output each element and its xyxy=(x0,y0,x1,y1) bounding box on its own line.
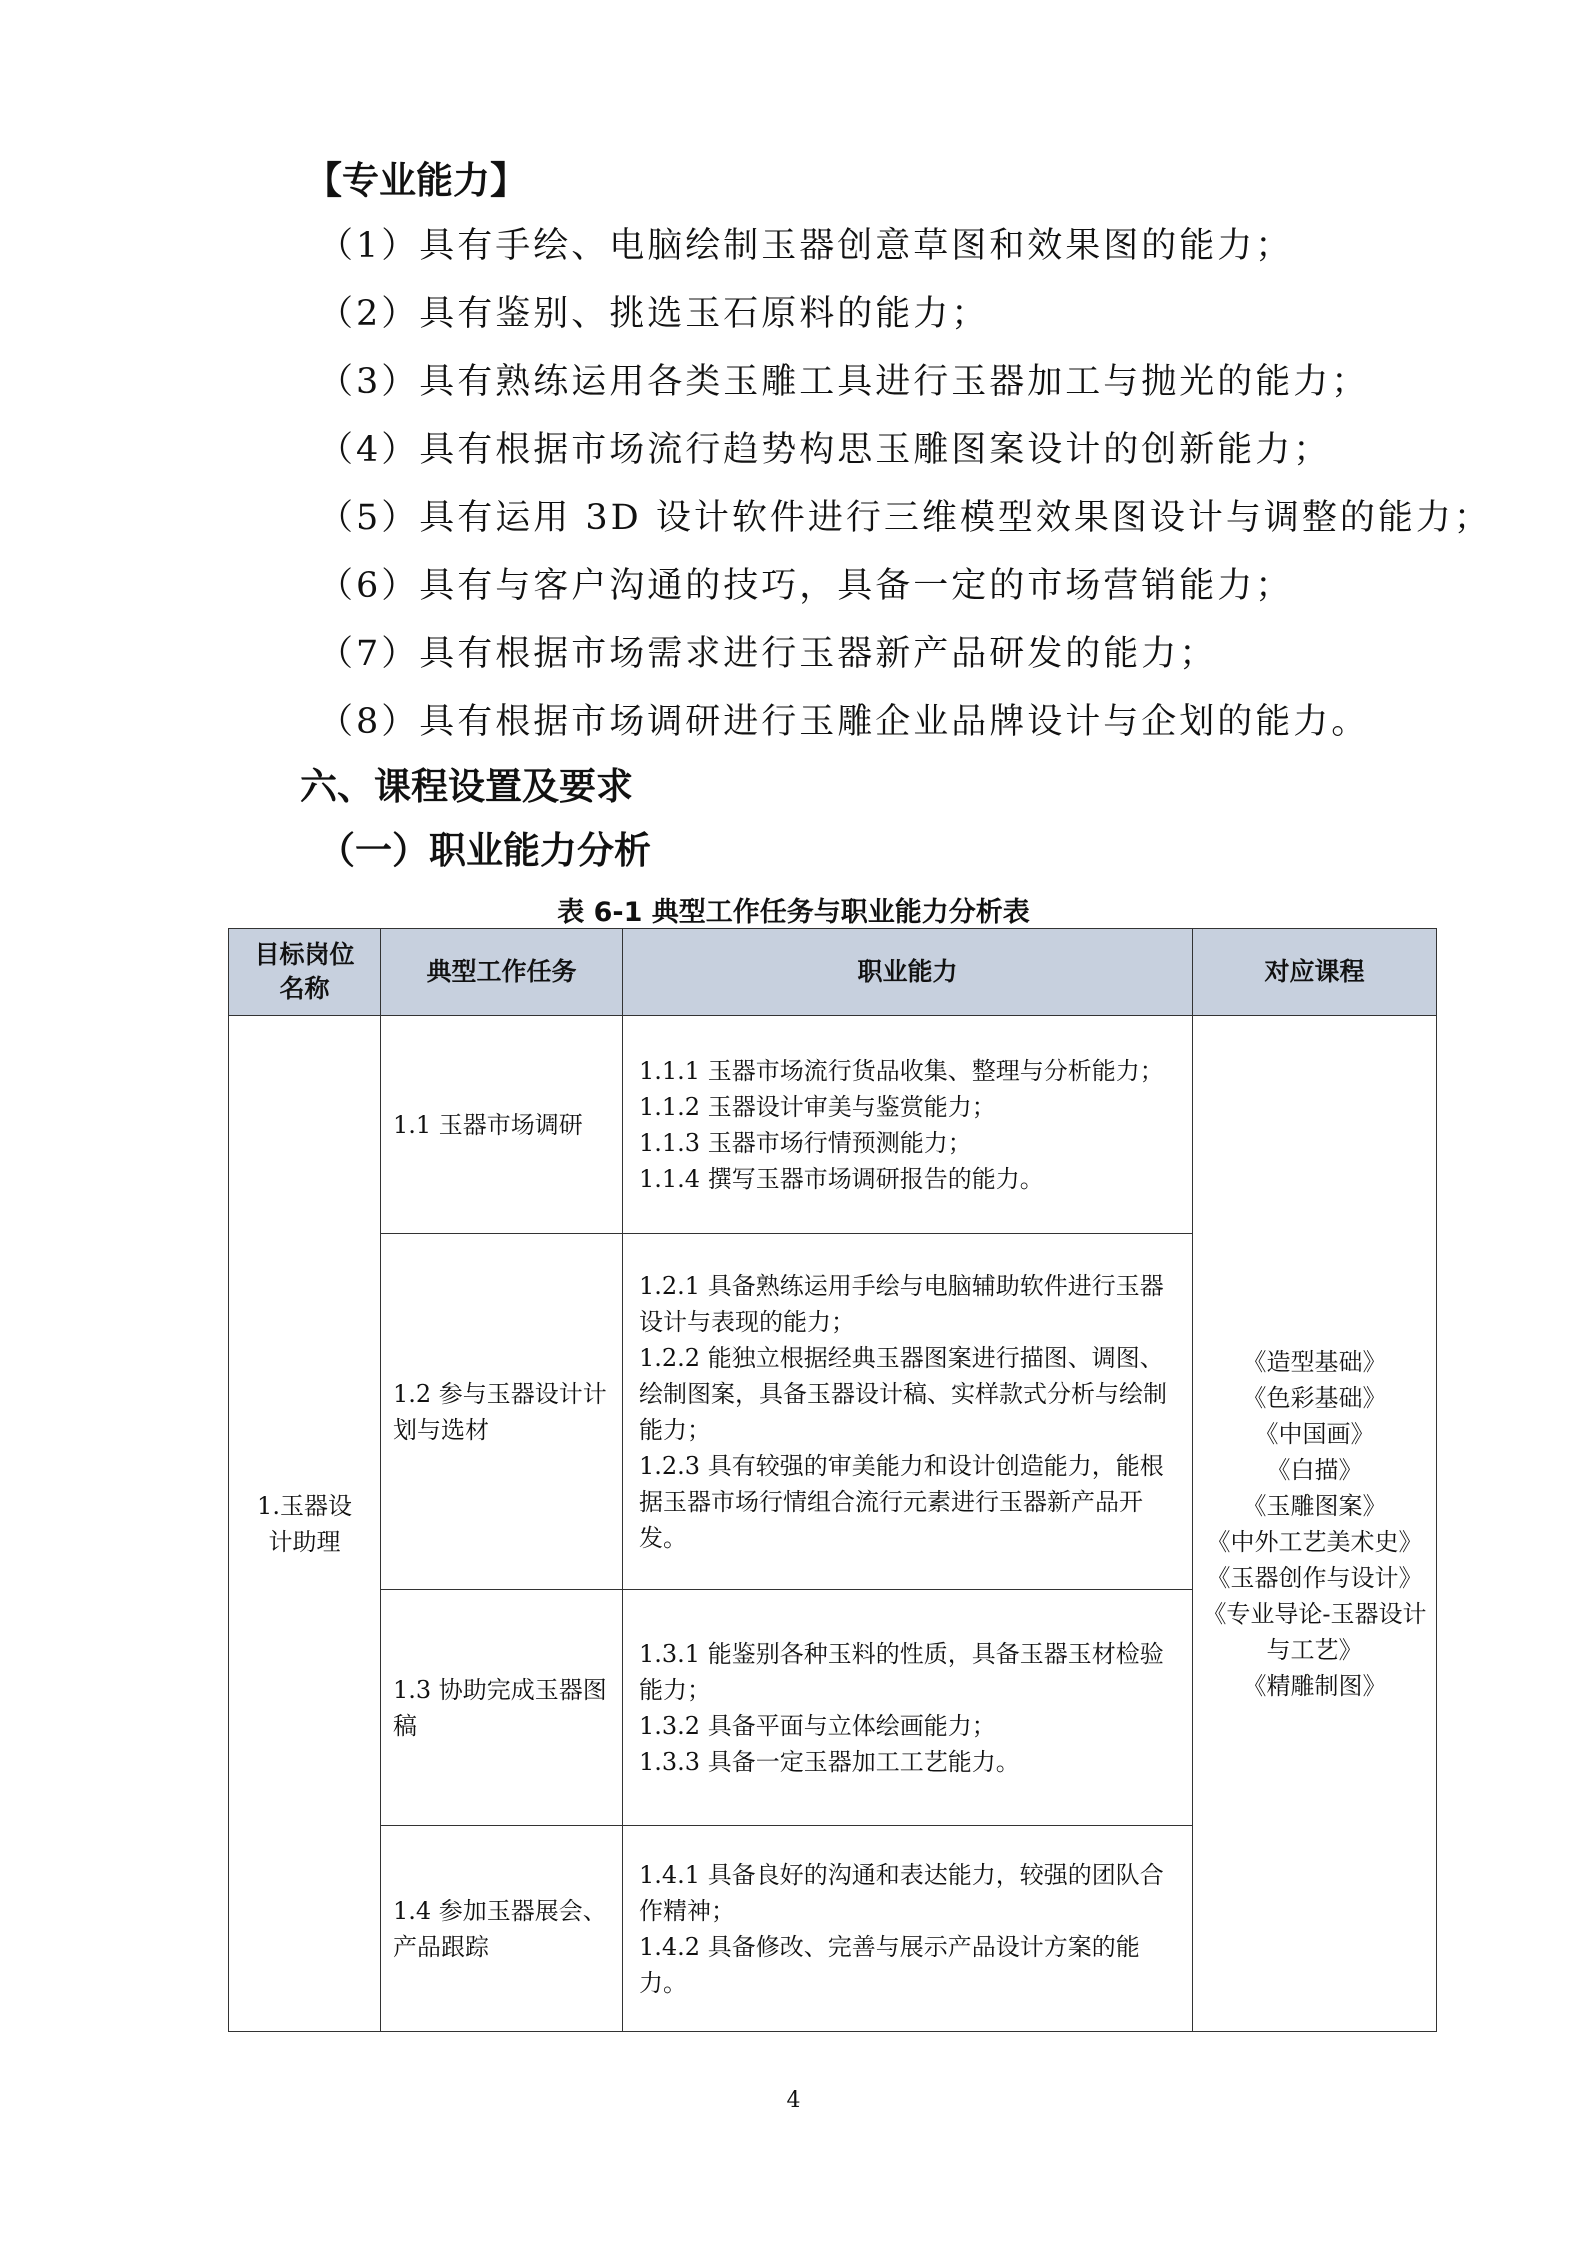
ability-item: 1.3.1 能鉴别各种玉料的性质，具备玉器玉材检验能力； xyxy=(639,1639,1164,1704)
header-post: 目标岗位名称 xyxy=(229,929,381,1016)
table-row xyxy=(229,1016,1437,1234)
ability-item: 1.1.1 玉器市场流行货品收集、整理与分析能力； xyxy=(639,1056,1164,1085)
courses-cell xyxy=(1193,1016,1437,2032)
ability-item: 1.2.1 具备熟练运用手绘与电脑辅助软件进行玉器设计与表现的能力； xyxy=(639,1271,1164,1336)
list-item: （6）具有与客户沟通的技巧，具备一定的市场营销能力； xyxy=(318,566,1294,606)
list-item: （4）具有根据市场流行趋势构思玉雕图案设计的创新能力； xyxy=(318,430,1332,470)
ability-cell xyxy=(623,1016,1193,1234)
header-task: 典型工作任务 xyxy=(381,929,623,1016)
ability-cell xyxy=(623,1234,1193,1590)
post-name: 1.玉器设计助理 xyxy=(257,1491,352,1556)
course-item: 《中外工艺美术史》 xyxy=(1206,1527,1423,1556)
task-cell: 1.2 参与玉器设计计划与选材 xyxy=(381,1234,623,1590)
ability-analysis-table xyxy=(228,928,1437,2032)
list-item: （2）具有鉴别、挑选玉石原料的能力； xyxy=(318,294,990,334)
section-heading: 六、课程设置及要求 xyxy=(300,765,633,808)
list-item: （7）具有根据市场需求进行玉器新产品研发的能力； xyxy=(318,634,1218,674)
course-item: 《专业导论-玉器设计与工艺》 xyxy=(1202,1599,1427,1664)
header-course: 对应课程 xyxy=(1193,929,1437,1016)
ability-item: 1.2.3 具有较强的审美能力和设计创造能力，能根据玉器市场行情组合流行元素进行玉器新产品开发。 xyxy=(639,1451,1164,1552)
task-cell: 1.1 玉器市场调研 xyxy=(381,1016,623,1234)
ability-cell xyxy=(623,1590,1193,1826)
ability-item: 1.3.3 具备一定玉器加工工艺能力。 xyxy=(639,1747,1020,1776)
task-cell: 1.3 协助完成玉器图稿 xyxy=(381,1590,623,1826)
ability-item: 1.1.2 玉器设计审美与鉴赏能力； xyxy=(639,1092,996,1121)
list-item: （8）具有根据市场调研进行玉雕企业品牌设计与企划的能力。 xyxy=(318,702,1370,742)
ability-item: 1.4.2 具备修改、完善与展示产品设计方案的能力。 xyxy=(639,1932,1140,1997)
ability-item: 1.1.4 撰写玉器市场调研报告的能力。 xyxy=(639,1164,1044,1193)
course-item: 《中国画》 xyxy=(1254,1419,1375,1448)
header-ability: 职业能力 xyxy=(623,929,1193,1016)
professional-ability-title: 【专业能力】 xyxy=(305,159,527,202)
list-item: （3）具有熟练运用各类玉雕工具进行玉器加工与抛光的能力； xyxy=(318,362,1370,402)
task-cell: 1.4 参加玉器展会、产品跟踪 xyxy=(381,1826,623,2032)
table-header-row xyxy=(229,929,1437,1016)
list-item: （5）具有运用 3D 设计软件进行三维模型效果图设计与调整的能力； xyxy=(318,498,1492,538)
subsection-heading: （一）职业能力分析 xyxy=(318,829,651,872)
course-item: 《玉雕图案》 xyxy=(1242,1491,1387,1520)
course-item: 《玉器创作与设计》 xyxy=(1206,1563,1423,1592)
ability-item: 1.4.1 具备良好的沟通和表达能力，较强的团队合作精神； xyxy=(639,1860,1164,1925)
table-caption: 表 6-1 典型工作任务与职业能力分析表 xyxy=(557,897,1030,928)
page-number: 4 xyxy=(786,2088,801,2113)
list-item: （1）具有手绘、电脑绘制玉器创意草图和效果图的能力； xyxy=(318,226,1294,266)
post-name-cell xyxy=(229,1016,381,2032)
ability-cell xyxy=(623,1826,1193,2032)
ability-item: 1.3.2 具备平面与立体绘画能力； xyxy=(639,1711,996,1740)
ability-item: 1.2.2 能独立根据经典玉器图案进行描图、调图、绘制图案，具备玉器设计稿、实样款式分析与绘制能力； xyxy=(639,1343,1167,1444)
ability-item: 1.1.3 玉器市场行情预测能力； xyxy=(639,1128,972,1157)
course-item: 《白描》 xyxy=(1266,1455,1363,1484)
professional-ability-list xyxy=(318,212,1492,756)
course-item: 《色彩基础》 xyxy=(1242,1383,1387,1412)
course-item: 《精雕制图》 xyxy=(1242,1671,1387,1700)
course-item: 《造型基础》 xyxy=(1242,1347,1387,1376)
